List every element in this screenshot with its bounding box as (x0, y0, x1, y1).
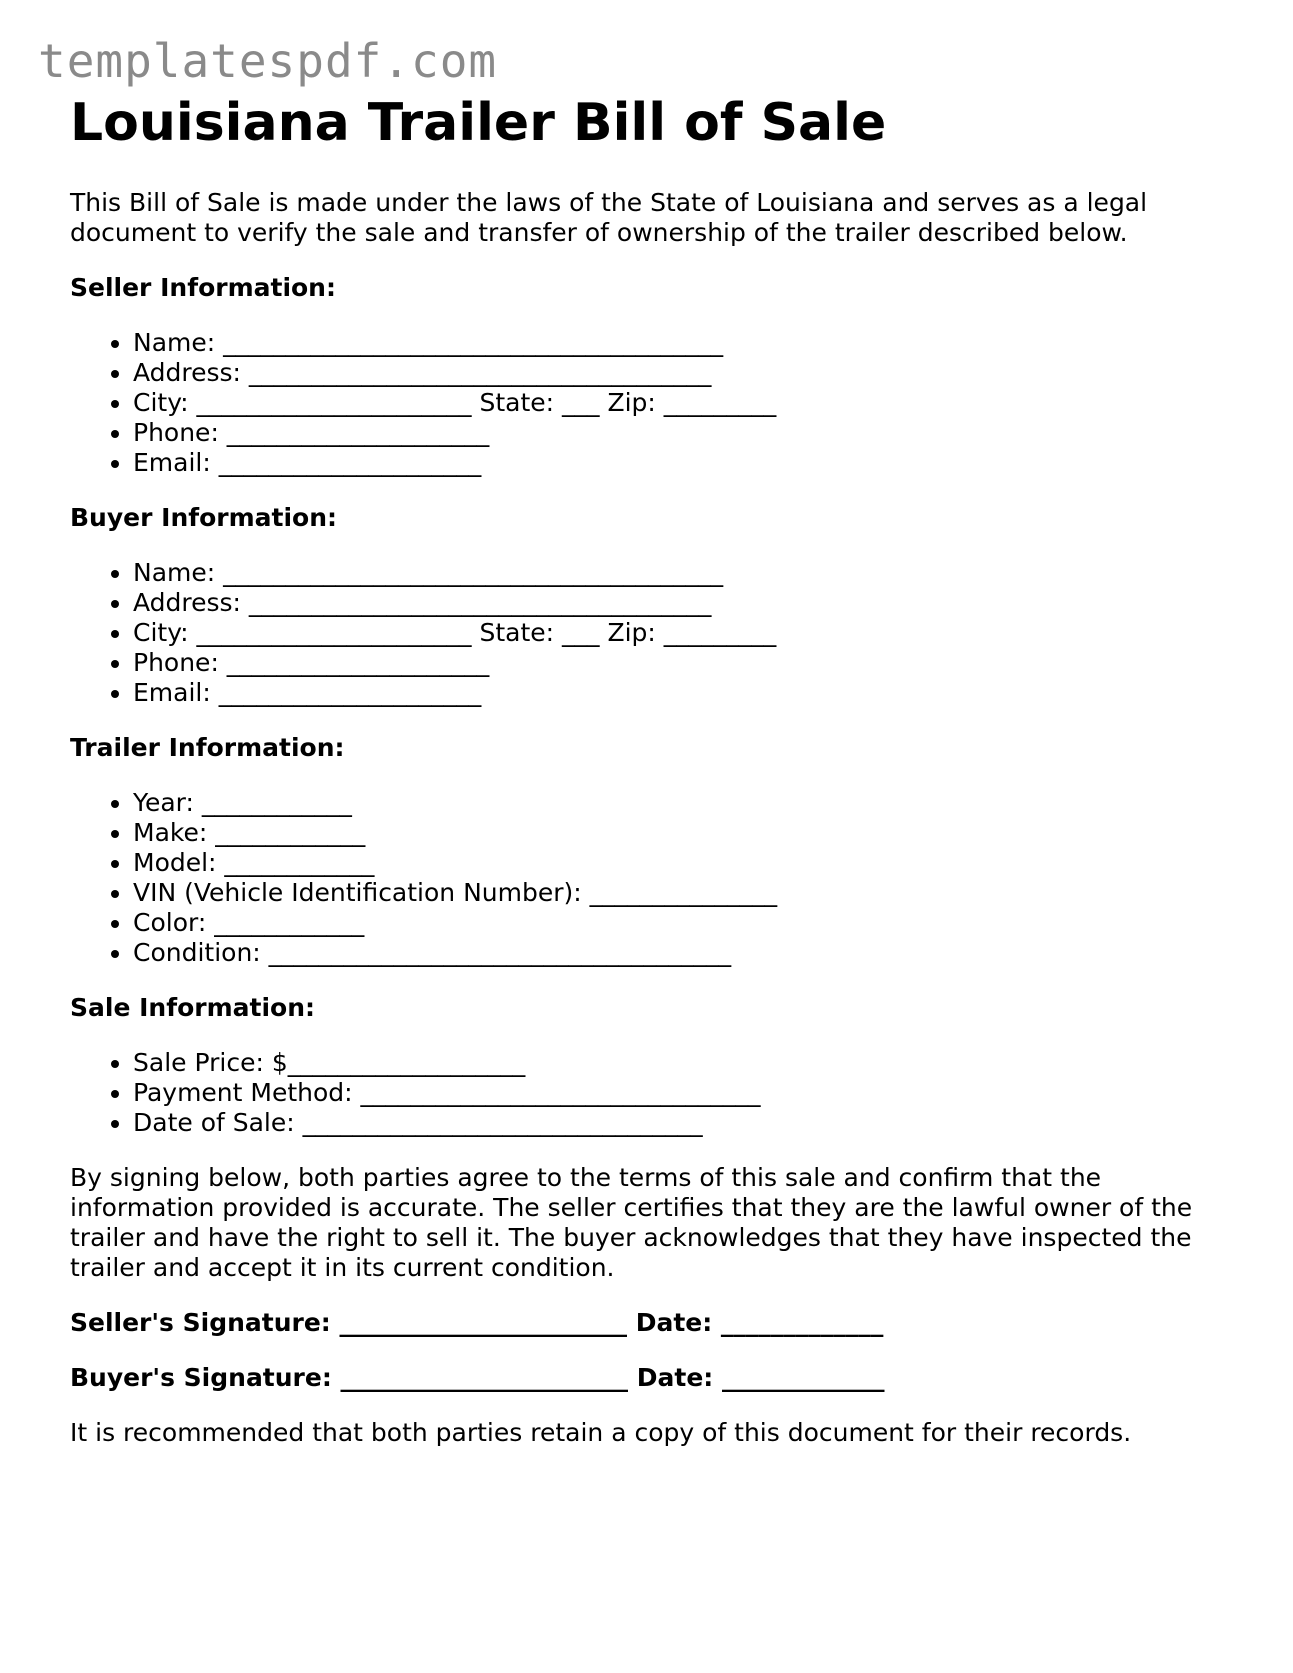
seller-address-field[interactable]: • Address: _____________________________________ (133, 358, 1230, 388)
seller-name-field[interactable]: • Name: ________________________________________ (133, 328, 1230, 358)
buyer-fields (70, 558, 1230, 708)
seller-phone-field[interactable]: • Phone: _____________________ (133, 418, 1230, 448)
sale-fields (70, 1048, 1230, 1138)
trailer-model-field[interactable]: • Model: ____________ (133, 848, 1230, 878)
payment-method-field[interactable]: • Payment Method: ________________________________ (133, 1078, 1230, 1108)
document-page (70, 92, 1230, 1448)
seller-email-field[interactable]: • Email: _____________________ (133, 448, 1230, 478)
sale-price-field[interactable]: • Sale Price: $___________________ (133, 1048, 1230, 1078)
seller-city-state-zip-field[interactable]: • City: ______________________ State: ___ Zip: _________ (133, 388, 1230, 418)
closing-paragraph: By signing below, both parties agree to the terms of this sale and confirm that the information provided is accurate. The seller certifies that they are the lawful owner of the trailer and have the right to sell it. The buyer acknowledges that they have inspected the trailer and accept it in its current condition. (70, 1163, 1193, 1282)
buyer-signature-line[interactable]: Buyer's Signature: _______________________ Date: _____________ (70, 1363, 885, 1392)
buyer-email-field[interactable]: • Email: _____________________ (133, 678, 1230, 708)
trailer-heading: Trailer Information: (70, 733, 345, 762)
date-of-sale-field[interactable]: • Date of Sale: ________________________________ (133, 1108, 1230, 1138)
records-note: It is recommended that both parties retain a copy of this document for their records. (70, 1418, 1132, 1447)
trailer-vin-field[interactable]: • VIN (Vehicle Identification Number): _______________ (133, 878, 1230, 908)
page-title: Louisiana Trailer Bill of Sale (70, 93, 887, 153)
watermark: templatespdf.com (38, 34, 498, 88)
seller-heading: Seller Information: (70, 273, 336, 302)
trailer-year-field[interactable]: • Year: ____________ (133, 788, 1230, 818)
buyer-heading: Buyer Information: (70, 503, 338, 532)
seller-fields (70, 328, 1230, 478)
buyer-city-state-zip-field[interactable]: • City: ______________________ State: ___ Zip: _________ (133, 618, 1230, 648)
trailer-fields (70, 788, 1230, 968)
buyer-phone-field[interactable]: • Phone: _____________________ (133, 648, 1230, 678)
sale-heading: Sale Information: (70, 993, 315, 1022)
buyer-address-field[interactable]: • Address: _____________________________________ (133, 588, 1230, 618)
seller-signature-line[interactable]: Seller's Signature: _______________________ Date: _____________ (70, 1308, 884, 1337)
buyer-name-field[interactable]: • Name: ________________________________________ (133, 558, 1230, 588)
trailer-color-field[interactable]: • Color: ____________ (133, 908, 1230, 938)
trailer-condition-field[interactable]: • Condition: _____________________________________ (133, 938, 1230, 968)
trailer-make-field[interactable]: • Make: ____________ (133, 818, 1230, 848)
intro-paragraph: This Bill of Sale is made under the laws of the State of Louisiana and serves as a legal document to verify the sale and transfer of ownership of the trailer described below. (70, 188, 1148, 247)
